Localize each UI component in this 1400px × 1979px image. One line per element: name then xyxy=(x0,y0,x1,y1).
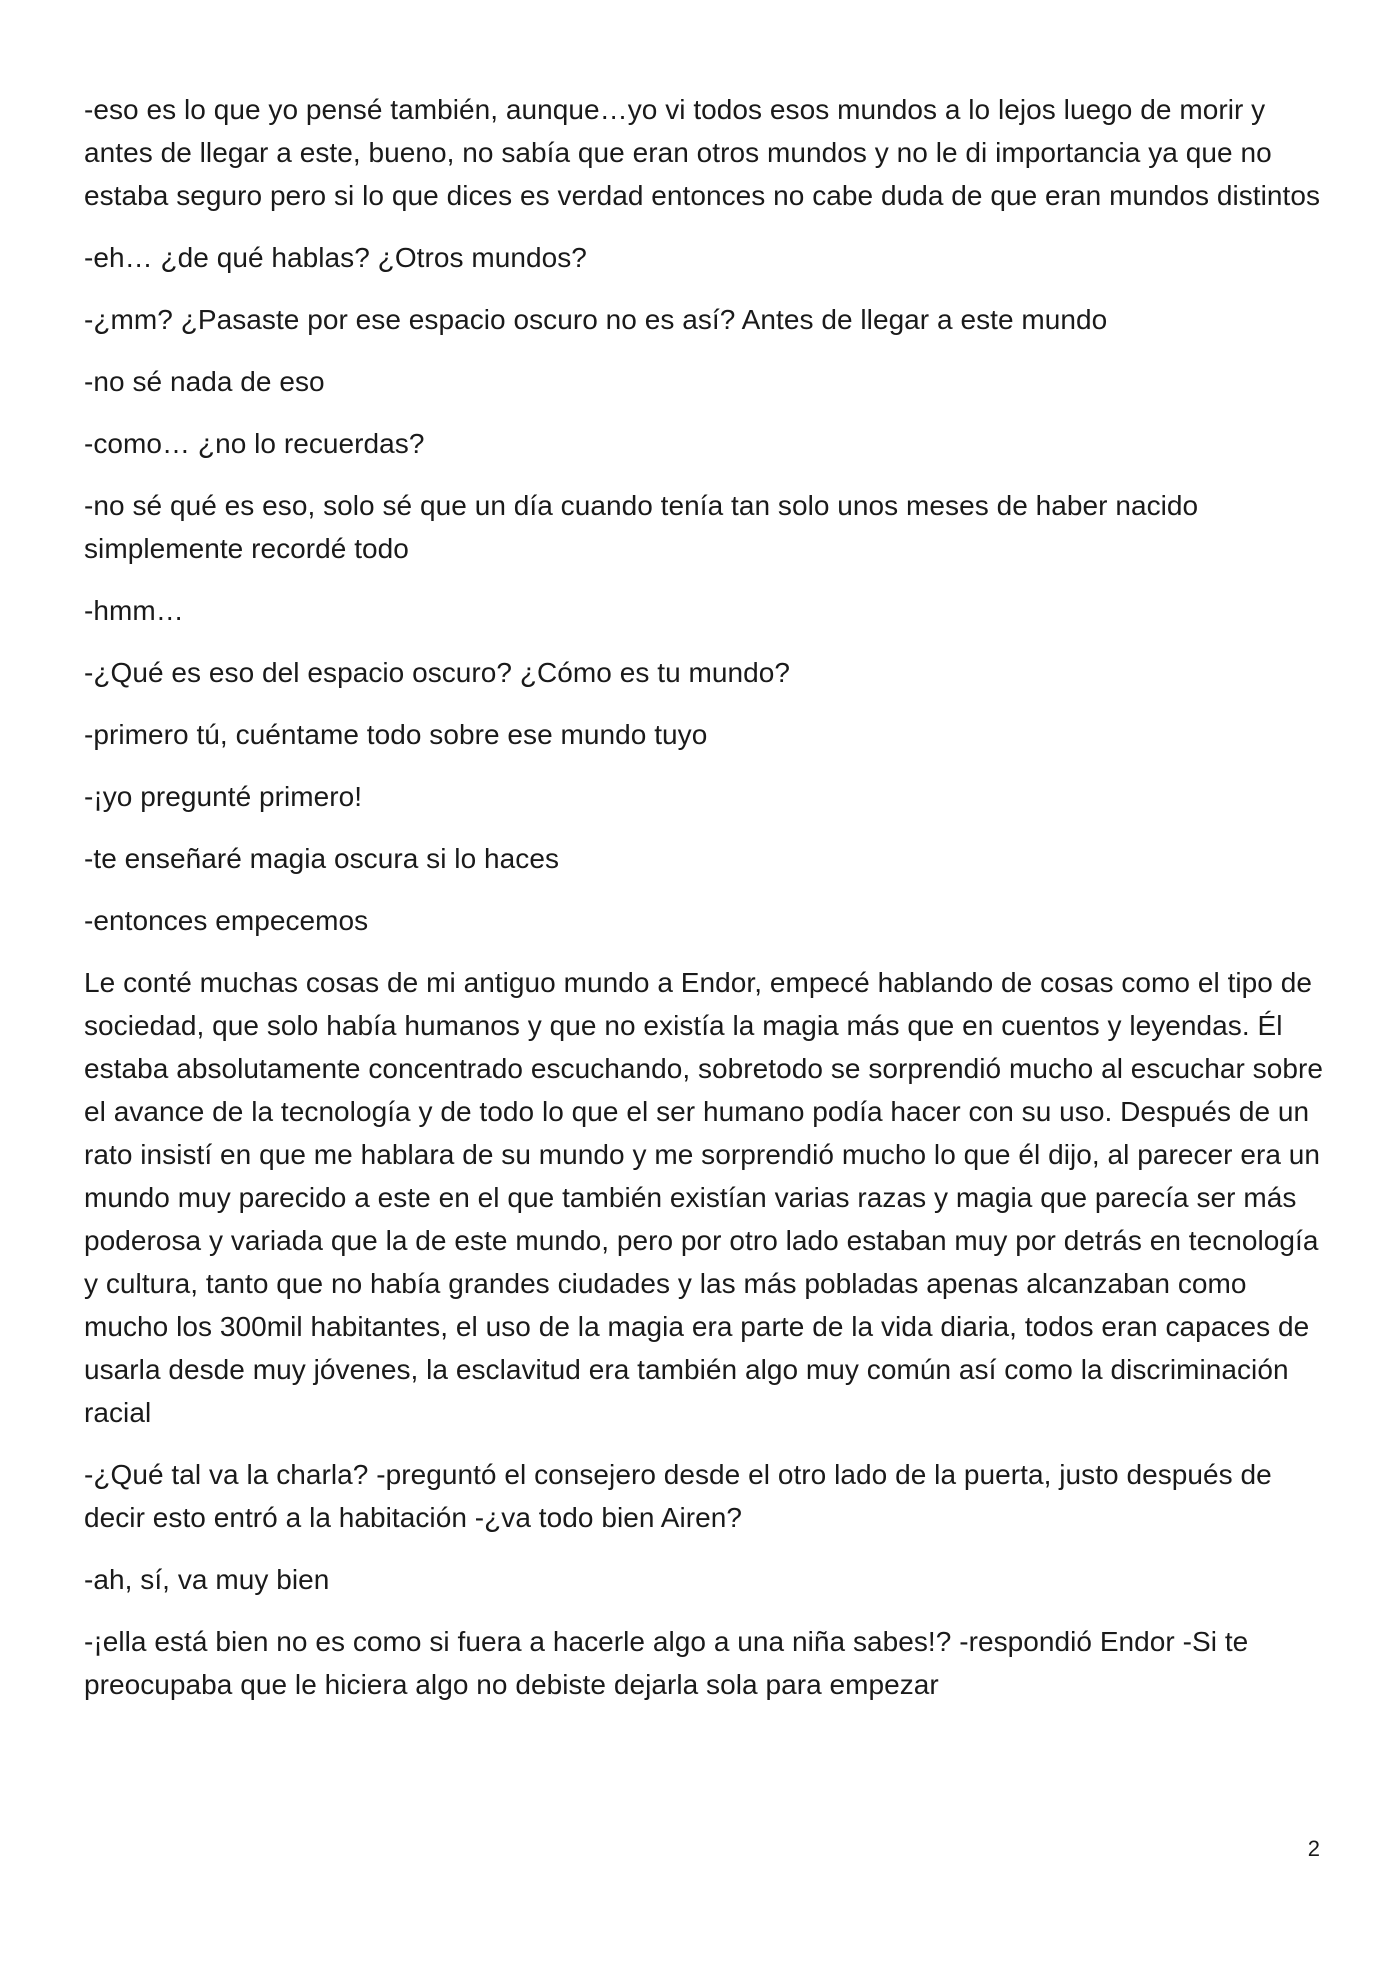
page-number: 2 xyxy=(1307,1836,1320,1861)
paragraph-4: -no sé nada de eso xyxy=(84,366,325,397)
paragraph-2: -eh… ¿de qué hablas? ¿Otros mundos? xyxy=(84,242,587,273)
paragraph-6: -no sé qué es eso, solo sé que un día cuando tenía tan solo unos meses de haber nacido simplemente recordé todo xyxy=(84,490,1199,564)
paragraph-14: -¿Qué tal va la charla? -preguntó el consejero desde el otro lado de la puerta, justo después de decir esto entró a la habitación -¿va todo bien Airen? xyxy=(84,1459,1272,1533)
paragraph-9: -primero tú, cuéntame todo sobre ese mundo tuyo xyxy=(84,719,708,750)
paragraph-13: Le conté muchas cosas de mi antiguo mundo a Endor, empecé hablando de cosas como el tipo de sociedad, que solo había humanos y que no existía la magia más que en cuentos y leyendas. Él estaba absolutamente concentrado escuchando, sobretodo se sorprendió mucho al escuchar sobre el avance de la tecnología y de todo lo que el ser humano podía hacer con su uso. Después de un rato insistí en que me hablara de su mundo y me sorprendió mucho lo que él dijo, al parecer era un mundo muy parecido a este en el que también existían varias razas y magia que parecía ser más poderosa y variada que la de este mundo, pero por otro lado estaban muy por detrás en tecnología y cultura, tanto que no había grandes ciudades y las más pobladas apenas alcanzaban como mucho los 300mil habitantes, el uso de la magia era parte de la vida diaria, todos eran capaces de usarla desde muy jóvenes, la esclavitud era también algo muy común así como la discriminación racial xyxy=(84,967,1323,1428)
paragraph-8: -¿Qué es eso del espacio oscuro? ¿Cómo es tu mundo? xyxy=(84,657,791,688)
paragraph-3: -¿mm? ¿Pasaste por ese espacio oscuro no es así? Antes de llegar a este mundo xyxy=(84,304,1108,335)
page-body xyxy=(84,88,1324,1725)
paragraph-12: -entonces empecemos xyxy=(84,905,369,936)
paragraph-16: -¡ella está bien no es como si fuera a hacerle algo a una niña sabes!? -respondió Endor -Si te preocupaba que le hiciera algo no debiste dejarla sola para empezar xyxy=(84,1626,1249,1700)
paragraph-10: -¡yo pregunté primero! xyxy=(84,781,363,812)
paragraph-11: -te enseñaré magia oscura si lo haces xyxy=(84,843,559,874)
paragraph-15: -ah, sí, va muy bien xyxy=(84,1564,330,1595)
paragraph-7: -hmm… xyxy=(84,595,184,626)
paragraph-1: -eso es lo que yo pensé también, aunque…yo vi todos esos mundos a lo lejos luego de morir y antes de llegar a este, bueno, no sabía que eran otros mundos y no le di importancia ya que no estaba seguro pero si lo que dices es verdad entonces no cabe duda de que eran mundos distintos xyxy=(84,94,1321,211)
paragraph-5: -como… ¿no lo recuerdas? xyxy=(84,428,425,459)
